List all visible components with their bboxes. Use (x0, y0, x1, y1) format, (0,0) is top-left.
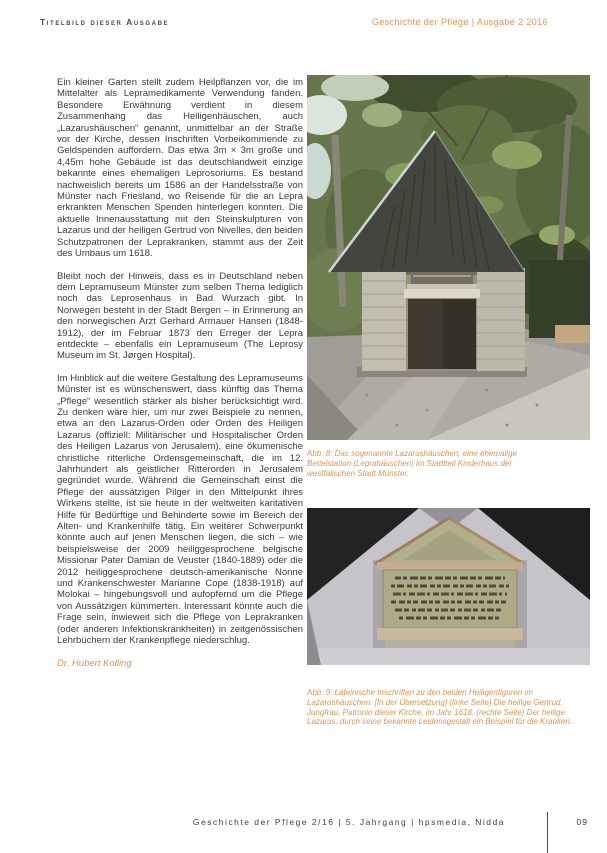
article-paragraph-3: Im Hinblick auf die weitere Gestaltung des Lepramuseums Münster ist es wünschenswert, dass künftig das Thema „Pflege“ wesentlich stärker als bisher berücksichtigt wird. Zu denken wäre hier, um nur zwei Beispiele zu nennen, etwa an den Lazarus-Orden oder Orden des Heiligen Lazarus (offiziell: Militärischer und Hospitalischer Orden des Heiligen Lazarus von Jerusalem), eine ökumenische christliche ritterliche Ordensgemeinschaft, die im 12. Jahrhundert als geistlicher Ritterorden in Jerusalem gegründet wurde. Während die Gemeinschaft einst die Pflege der aussätzigen Pilger in den Mittelpunkt ihres Wirkens stellte, ist sie heute in der weltweiten karitativen Hilfe für Bedürftige und Behinderte sowie im Bereich der Alten- und Krankenhilfe tätig. Ein weiterer Schwerpunkt könnte auch auf jenen Menschen liegen, die sich – wie beispielsweise der 2009 heiliggesprochene belgische Missionar Pater Damian de Veuster (1840-1889) oder die 2012 heiliggesprochene deutsch-amerikanische Nonne und Krankenschwester Marianne Cope (1838-1918) auf Molokai – hingebungsvoll und aufopfernd um die Pflege von Aussätzigen kümmerten. Interessant könnte auch die Frage sein, inwieweit sich die Pflege von Leprakranken (oder anderen Infektionskrankheiten) in zeitgenössischen Lehrbüchern der Krankenpflege niederschlug. (57, 372, 303, 647)
article-body (57, 77, 303, 680)
footer-page-number: 09 (576, 817, 588, 827)
footer-divider (547, 812, 548, 853)
photo-chapel-exterior (307, 75, 590, 440)
footer-journal-line: Geschichte der Pflege 2/16 | 5. Jahrgang | hpsmedia, Nidda (192, 817, 505, 827)
figure-lazarushaeuschen (307, 75, 590, 478)
article-paragraph-1: Ein kleiner Garten stellt zudem Heilpflanzen vor, die im Mittelalter als Lepramedikamente Verwendung fanden. Besondere Erwähnung verdient in diesem Zusammenhang das Heiligenhäuschen, auch „Lazarushäuschen“ genannt, unmittelbar an der Straße vor der Kirche, dessen Inschriften Vorbeikommende zu Geldspenden auffordern. Das etwa 3m × 3m große und 4,45m hohe Gebäude ist das deutschlandweit einzige bekannte eines ehemaligen Leprosoriums. Es bestand nachweislich bereits um 1586 an der Handelsstraße von Münster nach Friesland, wo Reisende für die an Lepra erkrankten Menschen Spenden hinterlegen konnten. Die aktuelle Innenausstattung mit den Steinskulpturen von Lazarus und der heiligen Gertrud von Nivelles, den beiden Schutzpatronen der Leprakranken, stammt aus der Zeit des Umbaus um 1618. (57, 77, 303, 260)
figure-caption-abb9: Abb. 9: Lateinische Inschriften zu den beiden Heiligenfiguren im Lazarushäuschen. [In der Übersetzung] (linke Seite) Die heilige Gertrud, Jungfrau, Patronin dieser Kirche, im Jahr 1618. (rechte Seite) Der heilige Lazarus, durch seine bekannte Leidensgestalt ein Beispiel für die Kranken. (307, 688, 573, 727)
header-section-title: Titelbild dieser Ausgabe (40, 17, 170, 27)
chapel-photo-illustration (307, 75, 590, 440)
article-paragraph-2: Bleibt noch der Hinweis, dass es in Deutschland neben dem Lepramuseum Münster zum selben Thema lediglich noch das Leprosenhaus in Bad Wurzach gibt. In Norwegen besteht in der Stadt Bergen – in Erinnerung an den norwegischen Arzt Gerhard Armauer Hansen (1848-1912), der im Februar 1873 den Erreger der Lepra entdeckte – ebenfalls ein Lepramuseum (The Leprosy Museum im St. Jørgen Hospital). (57, 270, 303, 362)
header-journal-title: Geschichte der Pflege | Ausgabe 2 2016 (371, 17, 548, 27)
figure-inschriften (307, 508, 590, 727)
plaque-photo-illustration (307, 508, 590, 665)
figure-caption-abb8: Abb. 8: Das sogenannte Lazarushäuschen, eine ehemalige Bettelstation (Leprahäuschen) im Stadtteil Kinderhaus der westfälischen Stadt Münster. (307, 449, 517, 478)
author-signature: Dr. Hubert Kolling (57, 657, 132, 669)
photo-inscription-plaque (307, 508, 590, 665)
